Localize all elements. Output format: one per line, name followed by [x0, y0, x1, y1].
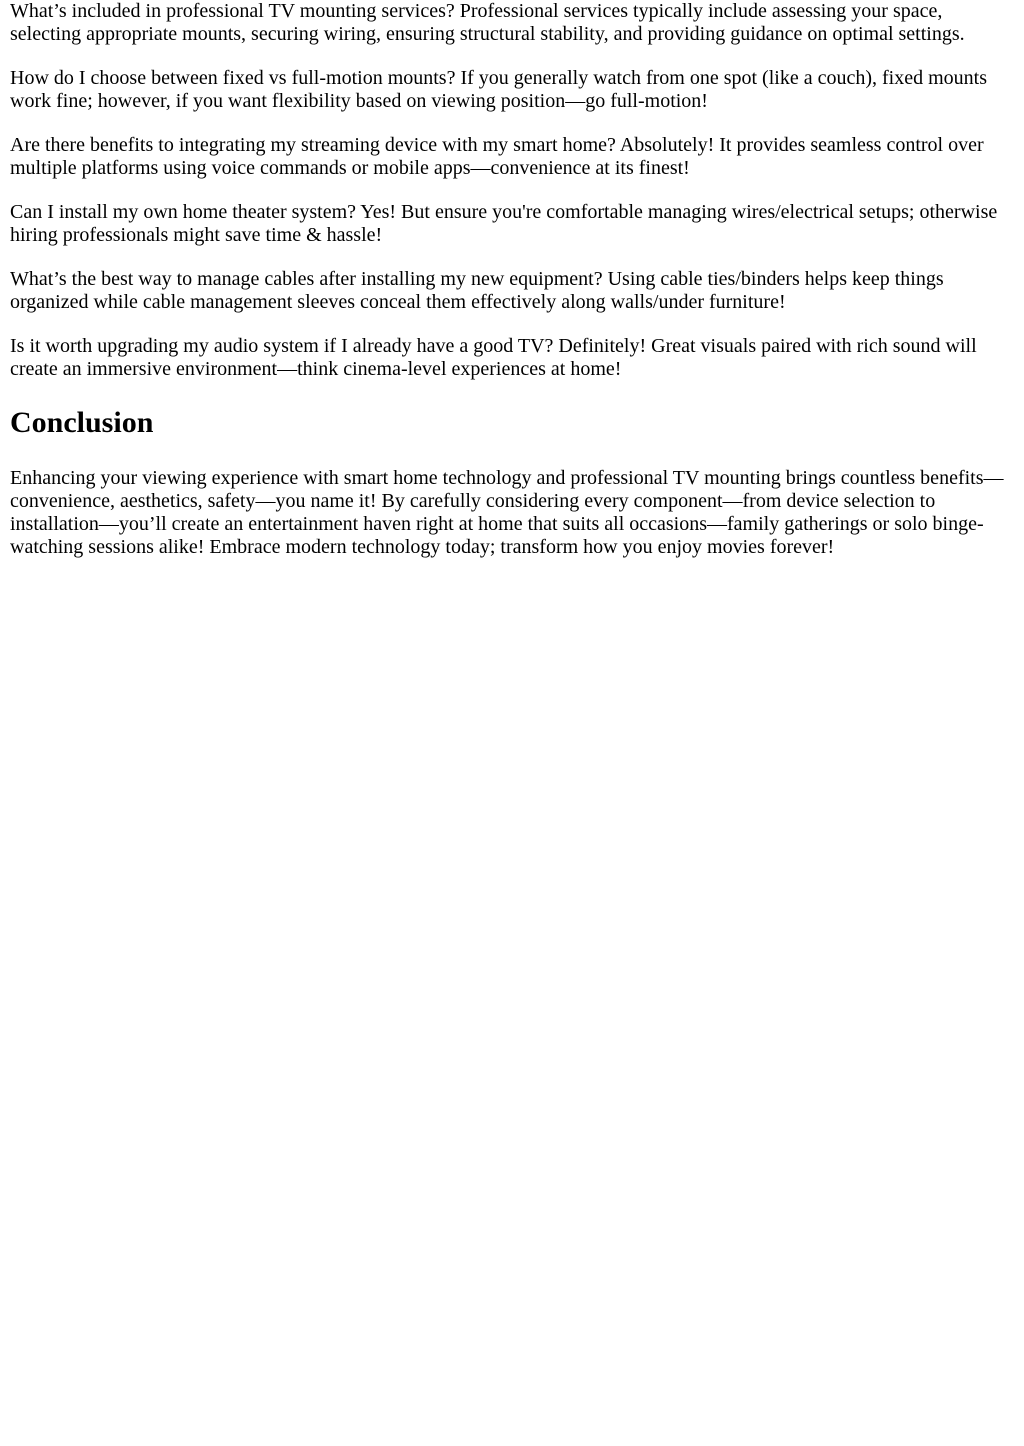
conclusion-heading: Conclusion: [10, 406, 154, 439]
article-content: [0, 0, 1024, 559]
faq-paragraph: Are there benefits to integrating my streaming device with my smart home? Absolutely! It provides seamless control over multiple platforms using voice commands or mobile apps—convenience at its finest!: [10, 134, 984, 179]
faq-paragraph: What’s the best way to manage cables after installing my new equipment? Using cable ties/binders helps keep things organized while cable management sleeves conceal them effectively along walls/under furniture!: [10, 268, 944, 313]
faq-paragraph: How do I choose between fixed vs full-motion mounts? If you generally watch from one spot (like a couch), fixed mounts work fine; however, if you want flexibility based on viewing position—go full-motion!: [10, 67, 987, 112]
faq-paragraph: Is it worth upgrading my audio system if I already have a good TV? Definitely! Great visuals paired with rich sound will create an immersive environment—think cinema-level experiences at home!: [10, 335, 977, 380]
faq-paragraph: What’s included in professional TV mounting services? Professional services typically include assessing your space, selecting appropriate mounts, securing wiring, ensuring structural stability, and providing guidance on optimal settings.: [10, 0, 965, 45]
conclusion-paragraph: Enhancing your viewing experience with smart home technology and professional TV mounting brings countless benefits—convenience, aesthetics, safety—you name it! By carefully considering every component—from device selection to installation—you’ll create an entertainment haven right at home that suits all occasions—family gatherings or solo binge-watching sessions alike! Embrace modern technology today; transform how you enjoy movies forever!: [10, 467, 1004, 558]
faq-paragraph: Can I install my own home theater system? Yes! But ensure you're comfortable managing wires/electrical setups; otherwise hiring professionals might save time & hassle!: [10, 201, 998, 246]
